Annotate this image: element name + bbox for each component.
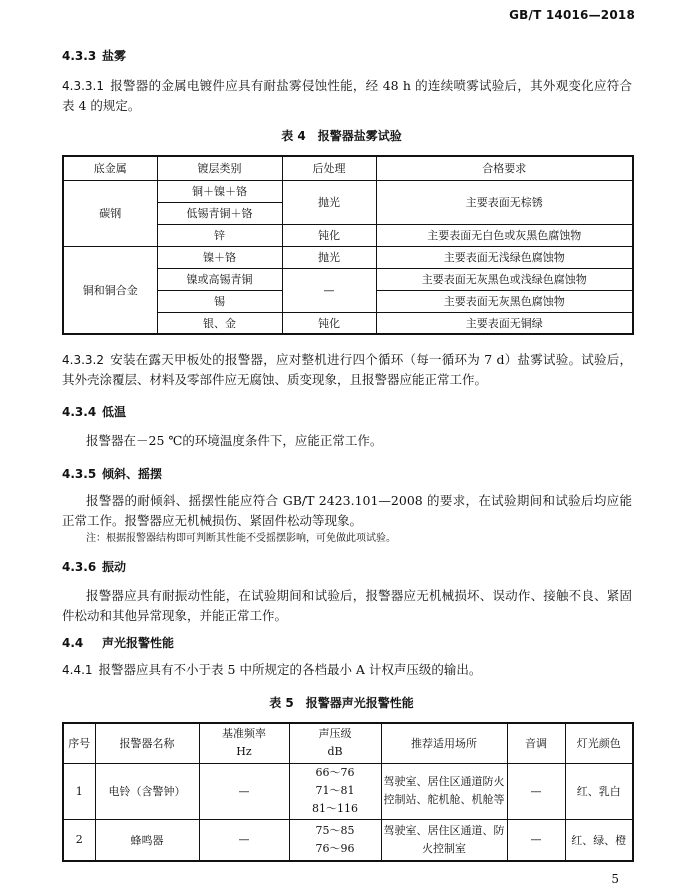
- spl-value: 66～76: [315, 766, 355, 779]
- requirement-cell: 主要表面无灰黑色腐蚀物: [376, 290, 633, 312]
- tone-cell: —: [507, 819, 565, 861]
- clause-text: 安装在露天甲板处的报警器，应对整机进行四个循环（每一循环为 7 d）盐雾试验。试验后，其外壳涂覆层、材料及零部件应无腐蚀、质变现象，且报警器应能正常工作。: [62, 352, 632, 387]
- header-place: 推荐适用场所: [381, 723, 507, 763]
- table-row: [63, 246, 633, 268]
- table-row: [63, 180, 633, 202]
- place-line: 控制站、舵机舱、机舱等: [383, 793, 505, 806]
- section-4-3-5-heading: [62, 465, 162, 482]
- table-row: [63, 819, 633, 861]
- coating-cell: 低锡青铜＋铬: [157, 202, 282, 224]
- section-number: 4.3.5: [62, 467, 97, 481]
- seq-cell: 1: [63, 763, 95, 819]
- table-5-title: 表 5 报警器声光报警性能: [269, 696, 414, 710]
- place-line: 驾驶室、居住区通道防火: [383, 775, 505, 788]
- treatment-cell: —: [282, 268, 376, 312]
- place-cell: [381, 819, 507, 861]
- color-cell: 红、绿、橙: [565, 819, 633, 861]
- table-header-row: [63, 156, 633, 180]
- section-title: 低温: [102, 405, 127, 419]
- seq-cell: 2: [63, 819, 95, 861]
- section-number: 4.4: [62, 636, 84, 650]
- section-number: 4.3.6: [62, 560, 97, 574]
- frequency-cell: —: [199, 819, 289, 861]
- paragraph-4-3-4: 报警器在－25 ℃的环境温度条件下，应能正常工作。: [86, 433, 383, 448]
- section-number: 4.3.3: [62, 49, 97, 63]
- table-4: [62, 155, 634, 335]
- treatment-cell: 钝化: [282, 224, 376, 246]
- paragraph-4-3-3-2: [62, 350, 632, 390]
- header-name: 报警器名称: [95, 723, 199, 763]
- header-spl: [289, 723, 381, 763]
- page-number: 5: [611, 872, 619, 886]
- spl-value: 75～85: [315, 823, 355, 837]
- place-line: 火控制室: [422, 841, 466, 855]
- treatment-cell: 抛光: [282, 246, 376, 268]
- header-unit: dB: [327, 745, 343, 759]
- table-row: [63, 763, 633, 819]
- requirement-cell: 主要表面无铜绿: [376, 312, 633, 334]
- section-4-3-6-heading: [62, 558, 126, 575]
- spl-cell: [289, 819, 381, 861]
- requirement-cell: 主要表面无棕锈: [376, 180, 633, 224]
- spl-value: 81～116: [312, 802, 358, 815]
- section-number: 4.3.4: [62, 405, 97, 419]
- header-frequency: [199, 723, 289, 763]
- table-5: [62, 722, 634, 862]
- place-line: 驾驶室、居住区通道、防: [383, 823, 505, 837]
- section-4-4-heading: [62, 634, 174, 651]
- table-header-row: [63, 723, 633, 763]
- header-cell: 镀层类别: [157, 156, 282, 180]
- name-cell: 蜂鸣器: [95, 819, 199, 861]
- header-cell: 合格要求: [376, 156, 633, 180]
- paragraph-4-3-3-1: [62, 76, 632, 116]
- table-4-title: 表 4 报警器盐雾试验: [281, 129, 402, 143]
- section-title: 振动: [102, 560, 127, 574]
- section-4-3-4-heading: [62, 403, 126, 420]
- treatment-cell: 钝化: [282, 312, 376, 334]
- spl-value: 71～81: [315, 784, 355, 797]
- clause-number: 4.3.3.1: [62, 79, 104, 93]
- base-metal-cell: 碳钢: [63, 180, 157, 246]
- section-title: 盐雾: [102, 49, 127, 63]
- header-line: 声压级: [318, 727, 352, 741]
- color-cell: 红、乳白: [565, 763, 633, 819]
- spl-cell: [289, 763, 381, 819]
- section-title: 声光报警性能: [102, 636, 175, 650]
- clause-text: 报警器应具有不小于表 5 中所规定的各档最小 A 计权声压级的输出。: [98, 662, 482, 677]
- clause-text: 报警器的金属电镀件应具有耐盐雾侵蚀性能，经 48 h 的连续喷雾试验后，其外观变化应符合表 4 的规定。: [62, 78, 632, 113]
- name-cell: 电铃（含警钟）: [95, 763, 199, 819]
- requirement-cell: 主要表面无浅绿色腐蚀物: [376, 246, 633, 268]
- coating-cell: 银、金: [157, 312, 282, 334]
- spl-value: 76～96: [315, 841, 355, 855]
- section-title: 倾斜、摇摆: [102, 467, 163, 481]
- tone-cell: —: [507, 763, 565, 819]
- header-unit: Hz: [236, 745, 252, 759]
- header-cell: 后处理: [282, 156, 376, 180]
- base-metal-cell: 铜和铜合金: [63, 246, 157, 334]
- header-tone: 音调: [507, 723, 565, 763]
- requirement-cell: 主要表面无白色或灰黑色腐蚀物: [376, 224, 633, 246]
- coating-cell: 铜＋镍＋铬: [157, 180, 282, 202]
- clause-number: 4.4.1: [62, 663, 93, 677]
- section-4-3-3-heading: [62, 47, 126, 64]
- paragraph-4-3-6: 报警器应具有耐振动性能，在试验期间和试验后，报警器应无机械损坏、误动作、接触不良、紧固件松动和其他异常现象，并能正常工作。: [62, 588, 632, 623]
- coating-cell: 镍或高锡青铜: [157, 268, 282, 290]
- note-4-3-5: 注：根据报警器结构即可判断其性能不受摇摆影响，可免做此项试验。: [86, 533, 396, 544]
- place-cell: [381, 763, 507, 819]
- header-color: 灯光颜色: [565, 723, 633, 763]
- coating-cell: 镍＋铬: [157, 246, 282, 268]
- coating-cell: 锌: [157, 224, 282, 246]
- requirement-cell: 主要表面无灰黑色或浅绿色腐蚀物: [376, 268, 633, 290]
- header-cell: 底金属: [63, 156, 157, 180]
- frequency-cell: —: [199, 763, 289, 819]
- coating-cell: 锡: [157, 290, 282, 312]
- standard-number: GB/T 14016—2018: [509, 8, 635, 22]
- header-line: 基准频率: [222, 727, 266, 741]
- header-seq: 序号: [63, 723, 95, 763]
- paragraph-4-3-5: 报警器的耐倾斜、摇摆性能应符合 GB/T 2423.101—2008 的要求，在试验期间和试验后均应能正常工作。报警器应无机械损伤、紧固件松动等现象。: [62, 493, 632, 528]
- paragraph-4-4-1: [62, 660, 632, 680]
- clause-number: 4.3.3.2: [62, 353, 104, 367]
- treatment-cell: 抛光: [282, 180, 376, 224]
